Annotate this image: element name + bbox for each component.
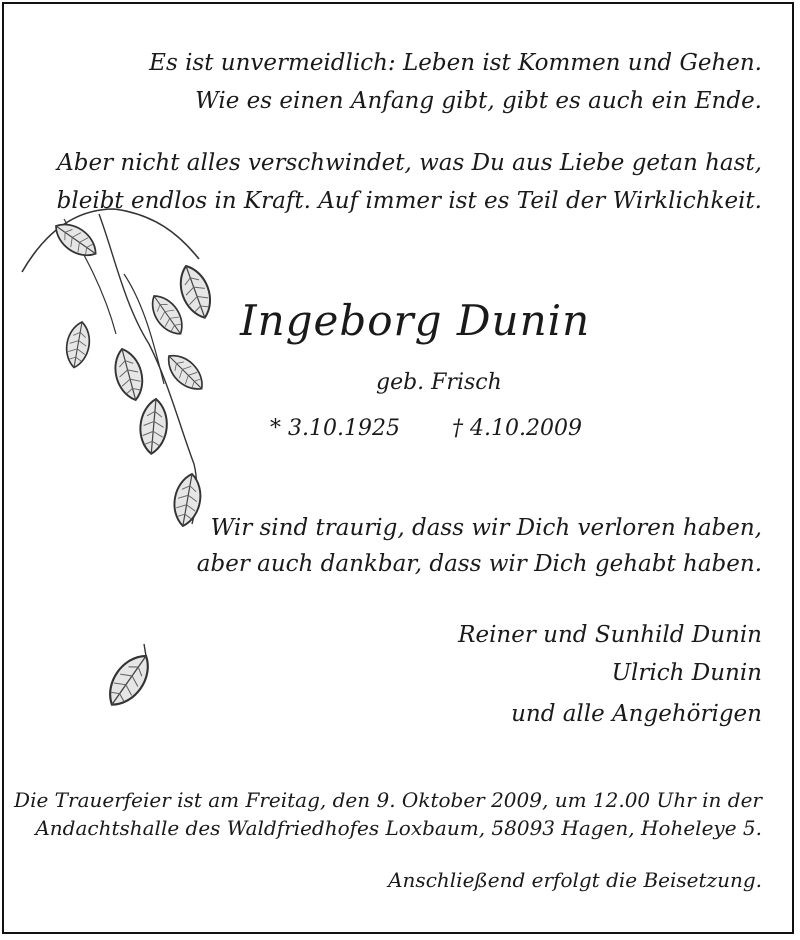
- death-date: † 4.10.2009: [452, 416, 582, 441]
- burial-note: Anschließend erfolgt die Beisetzung.: [388, 868, 762, 892]
- verse-line-4: bleibt endlos in Kraft. Auf immer ist es Teil der Wirklichkeit.: [56, 188, 762, 214]
- message-line-2: aber auch dankbar, dass wir Dich gehabt haben.: [196, 551, 762, 577]
- service-line-1: Die Trauerfeier ist am Freitag, den 9. Oktober 2009, um 12.00 Uhr in der: [14, 788, 762, 812]
- deceased-name: Ingeborg Dunin: [240, 296, 591, 345]
- obituary-card: [2, 2, 794, 934]
- verse-line-3: Aber nicht alles verschwindet, was Du aus Liebe getan hast,: [57, 150, 762, 176]
- birth-date: * 3.10.1925: [270, 416, 400, 441]
- verse-line-2: Wie es einen Anfang gibt, gibt es auch ein Ende.: [195, 88, 762, 114]
- mourner-line-2: Ulrich Dunin: [611, 660, 762, 686]
- mourner-line-3: und alle Angehörigen: [511, 701, 762, 727]
- message-line-1: Wir sind traurig, dass wir Dich verloren haben,: [210, 515, 762, 541]
- verse-line-1: Es ist unvermeidlich: Leben ist Kommen und Gehen.: [149, 50, 762, 76]
- mourner-line-1: Reiner und Sunhild Dunin: [458, 622, 762, 648]
- maiden-name: geb. Frisch: [376, 370, 502, 395]
- service-line-2: Andachtshalle des Waldfriedhofes Loxbaum, 58093 Hagen, Hoheleye 5.: [35, 816, 762, 840]
